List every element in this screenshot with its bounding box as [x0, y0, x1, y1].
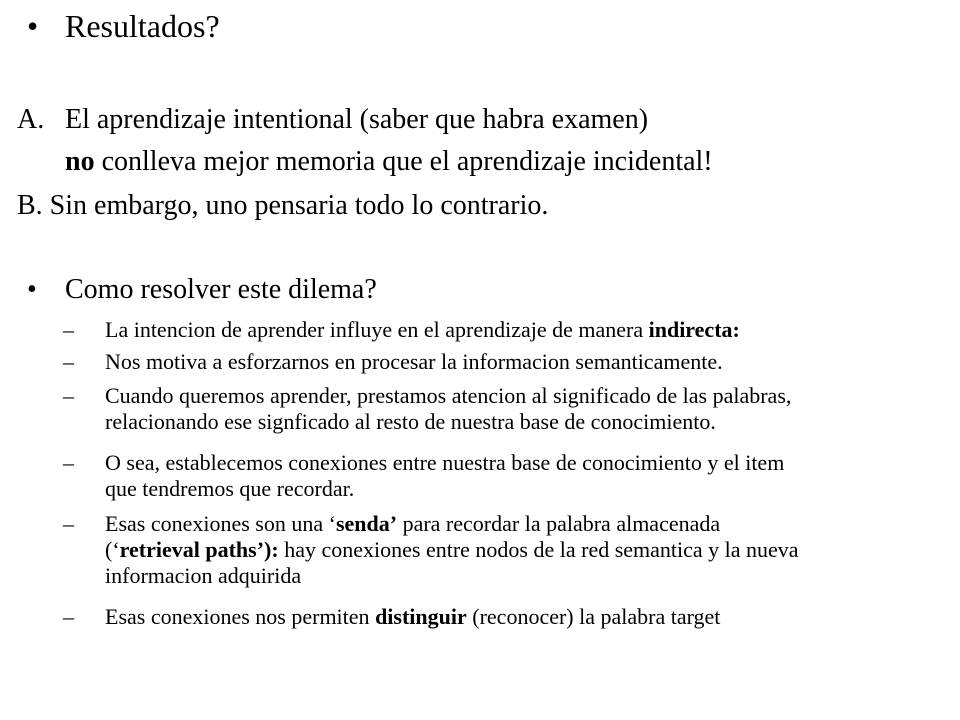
- sub-item-2-line1: Nos motiva a esforzarnos en procesar la informacion semanticamente.: [105, 349, 723, 374]
- point-a-line2-rest: conlleva mejor memoria que el aprendizaje incidental!: [94, 146, 713, 177]
- point-a-line2: [65, 145, 713, 179]
- sub-item-5-l2-bold: retrieval paths’):: [119, 537, 279, 562]
- point-a-bold: no: [65, 146, 95, 177]
- point-b-text: B. Sin embargo, uno pensaria todo lo contrario.: [17, 190, 549, 221]
- sub-item-1-text: La intencion de aprender influye en el aprendizaje de manera: [105, 317, 649, 342]
- sub-item-4-line1: O sea, establecemos conexiones entre nuestra base de conocimiento y el item: [105, 450, 785, 475]
- sub-item-6-dash: –: [63, 604, 74, 629]
- sub-item-1-dash: –: [63, 317, 74, 342]
- sub-item-1-line1: [105, 318, 740, 342]
- sub-item-5-text-a: Esas conexiones son una ‘: [105, 511, 336, 536]
- sub-item-5-l2-a: (‘: [105, 537, 120, 562]
- sub-item-6-line1: [105, 605, 720, 629]
- sub-item-4-line2: que tendremos que recordar.: [105, 476, 355, 501]
- sub-item-4-dash: –: [63, 450, 74, 475]
- point-a-marker: A.: [17, 104, 45, 135]
- sub-item-3-line1: Cuando queremos aprender, prestamos atencion al significado de las palabras,: [105, 383, 792, 408]
- sub-item-2-dash: –: [63, 349, 74, 374]
- sub-item-3-dash: –: [63, 383, 74, 408]
- sub-item-6-text-a: Esas conexiones nos permiten: [105, 604, 376, 629]
- sub-item-5-bold: senda’: [335, 511, 398, 536]
- sub-item-6-text-b: (reconocer) la palabra target: [466, 604, 721, 629]
- sub-item-3-line2: relacionando ese signficado al resto de nuestra base de conocimiento.: [105, 409, 716, 434]
- sub-item-5-text-b: para recordar la palabra almacenada: [397, 511, 721, 536]
- heading-bullet: •: [27, 8, 39, 44]
- sub-item-5-dash: –: [63, 511, 74, 536]
- sub-item-6-bold: distinguir: [375, 604, 467, 629]
- second-heading-text: Como resolver este dilema?: [65, 274, 377, 305]
- sub-item-5-line3: informacion adquirida: [105, 563, 302, 588]
- heading-text: Resultados?: [65, 8, 220, 44]
- sub-item-5-line1: [105, 512, 720, 536]
- point-a-line1: El aprendizaje intentional (saber que habra examen): [65, 104, 649, 135]
- sub-item-5-line2: [105, 538, 799, 562]
- second-heading-bullet: •: [27, 274, 37, 305]
- sub-item-5-l2-b: hay conexiones entre nodos de la red semantica y la nueva: [278, 537, 799, 562]
- sub-item-1-bold: indirecta:: [648, 317, 740, 342]
